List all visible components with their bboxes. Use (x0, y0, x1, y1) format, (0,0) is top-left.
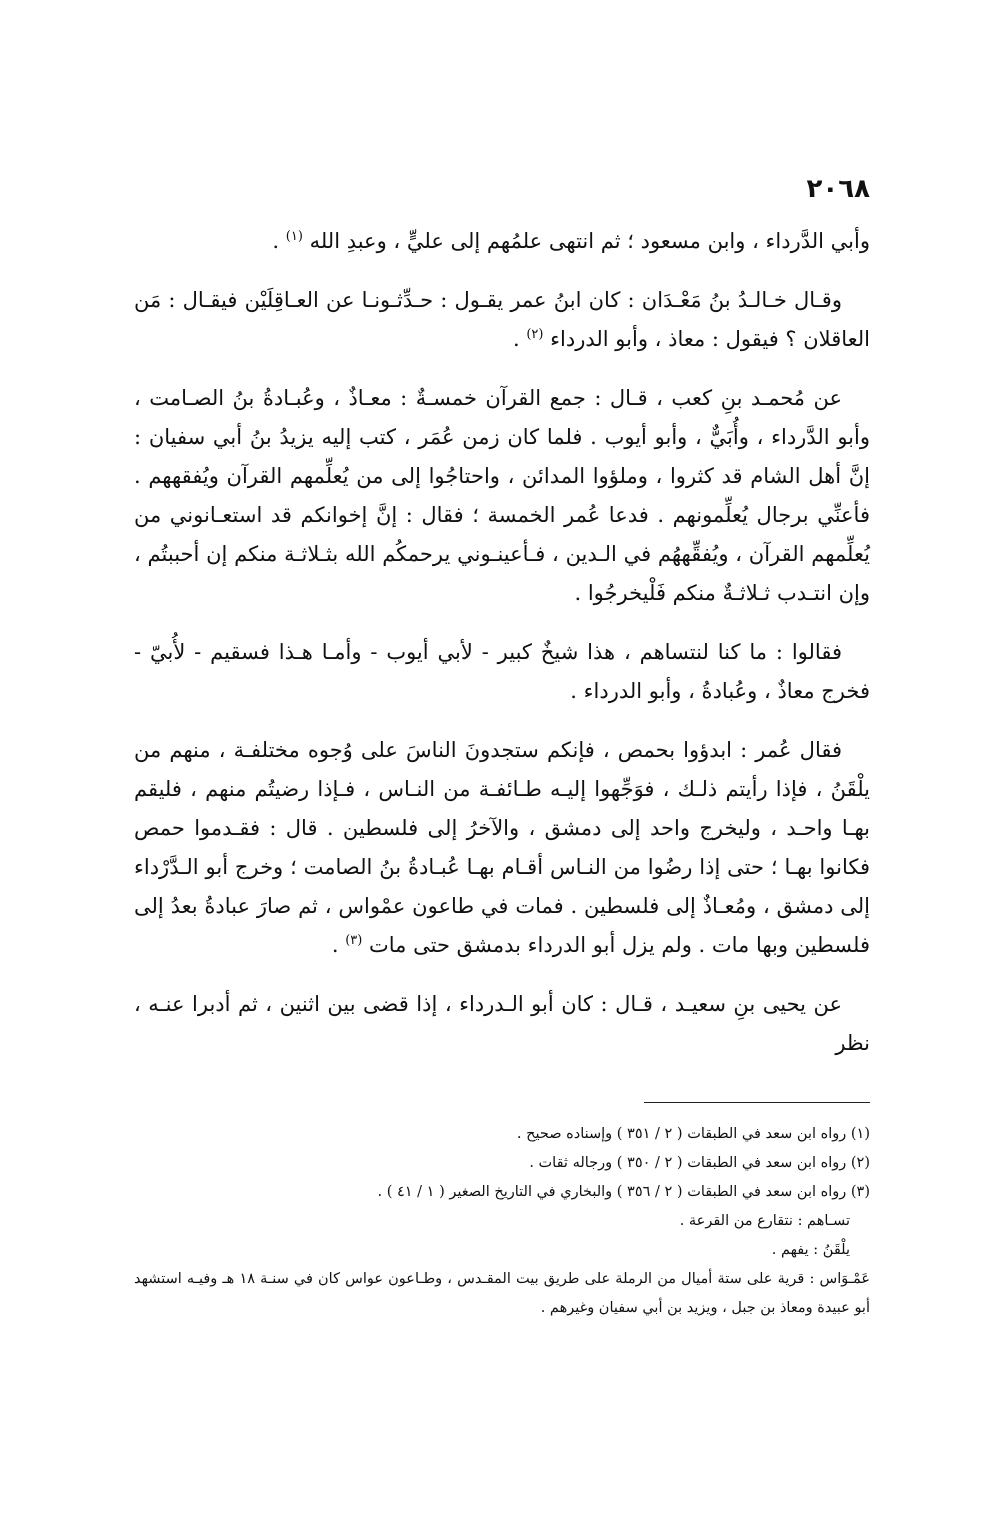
paragraph-tail: . (512, 327, 527, 351)
footnotes (134, 1120, 870, 1323)
paragraph-text: وقـال خـالـدُ بنُ مَعْـدَان : كان ابنُ عمر يقـول : حـدِّثـونـا عن العـاقِلَيْن فيقـال : مَن العاقلان ؟ فيقول : معاذ ، وأبو الدرداء (134, 288, 870, 351)
paragraph-tail: . (272, 229, 286, 253)
footnote-ref: (٢) (526, 327, 544, 342)
paragraph-text: فقال عُمر : ابدؤوا بحمص ، فإنكم ستجدونَ الناسَ على وُجوه مختلفـة ، منهم من يلْقَنُ ، فإذا رأيتم ذلـك ، فوَجِّهوا إليـه طـائفـة من النـاس ، فـإذا رضيتُم منهم ، فليقم بهـا واحـد ، وليخرج واحد إلى دمشق ، والآخرُ إلى فلسطين . قال : فقـدموا حمص فكانوا بهـا ؛ حتى إذا رضُوا من النـاس أقـام بهـا عُبـادةُ بنُ الصامت ؛ وخرج أبو الـدَّرْداء إلى دمشق ، ومُعـاذٌ إلى فلسطين . فمات في طاعون عمْواس ، ثم صارَ عبادةُ بعدُ إلى فلسطين وبها مات . ولم يزل أبو الدرداء بدمشق حتى مات (134, 738, 870, 957)
paragraph-text: فقالوا : ما كنا لنتساهم ، هذا شيخٌ كبير - لأبي أيوب - وأمـا هـذا فسقيم - لأُبيّ - فخرج معاذٌ ، وعُبادةُ ، وأبو الدرداء . (134, 640, 870, 703)
paragraph-text: عن مُحمـد بنِ كعب ، قـال : جمع القرآن خمسـةٌ : معـاذٌ ، وعُبـادةُ بنُ الصـامت ، وأبو الدَّرداء ، وأُبَيٌّ ، وأبو أيوب . فلما كان زمن عُمَر ، كتب إليه يزيدُ بنُ أبي سفيان : إنَّ أهل الشام قد كثروا ، وملؤوا المدائن ، واحتاجُوا إلى من يُعلِّمهم القرآن ويُفقههم . فأعنِّي برجال يُعلِّمونهم . فدعا عُمر الخمسة ؛ فقال : إنَّ إخوانكم قد استعـانوني من يُعلِّمهم القرآن ، ويُفقِّههُم في الـدين ، فـأعينـوني يرحمكُم الله بثـلاثـة منكم إن أحببتُم ، وإن انتـدب ثـلاثـةٌ منكم فَلْيخرجُوا . (134, 386, 870, 605)
glossary-note: يلْقَنُ : يفهم . (771, 1242, 850, 1258)
paragraph-text: وأبي الدَّرداء ، وابن مسعود ؛ ثم انتهى علمُهم إلى عليٍّ ، وعبدِ الله (309, 229, 870, 253)
main-text (134, 222, 870, 1083)
paragraph (134, 731, 870, 965)
paragraph (134, 222, 870, 261)
paragraph (134, 379, 870, 613)
footnote: (١) رواه ابن سعد في الطبقات ( ٢ / ٣٥١ ) وإسناده صحيح . (516, 1126, 870, 1142)
footnote-ref: (٣) (345, 933, 363, 948)
page-number: ٢٠٦٨ (806, 174, 870, 204)
footnote-ref: (١) (285, 229, 303, 244)
paragraph (134, 633, 870, 711)
paragraph-tail: . (331, 933, 346, 957)
footnote: (٣) رواه ابن سعد في الطبقات ( ٢ / ٣٥٦ ) والبخاري في التاريخ الصغير ( ١ / ٤١ ) . (377, 1184, 870, 1200)
paragraph (134, 985, 870, 1063)
glossary-note: عَمْـوَاس : قرية على ستة أميال من الرملة على طريق بيت المقـدس ، وطـاعون عواس كان في سنـة ١٨ هـ وفيـه استشهد أبو عبيدة ومعاذ بن جبل ، ويزيد بن أبي سفيان وغيرهم . (134, 1271, 870, 1316)
footnote: (٢) رواه ابن سعد في الطبقات ( ٢ / ٣٥٠ ) ورجاله ثقات . (529, 1155, 870, 1171)
paragraph (134, 281, 870, 359)
paragraph-text: عن يحيى بنِ سعيـد ، قـال : كان أبو الـدرداء ، إذا قضى بين اثنين ، ثم أدبرا عنـه ، نظر (134, 992, 870, 1055)
glossary-note: تسـاهم : نتقارع من القرعة . (679, 1213, 850, 1229)
footnote-divider (644, 1102, 870, 1103)
